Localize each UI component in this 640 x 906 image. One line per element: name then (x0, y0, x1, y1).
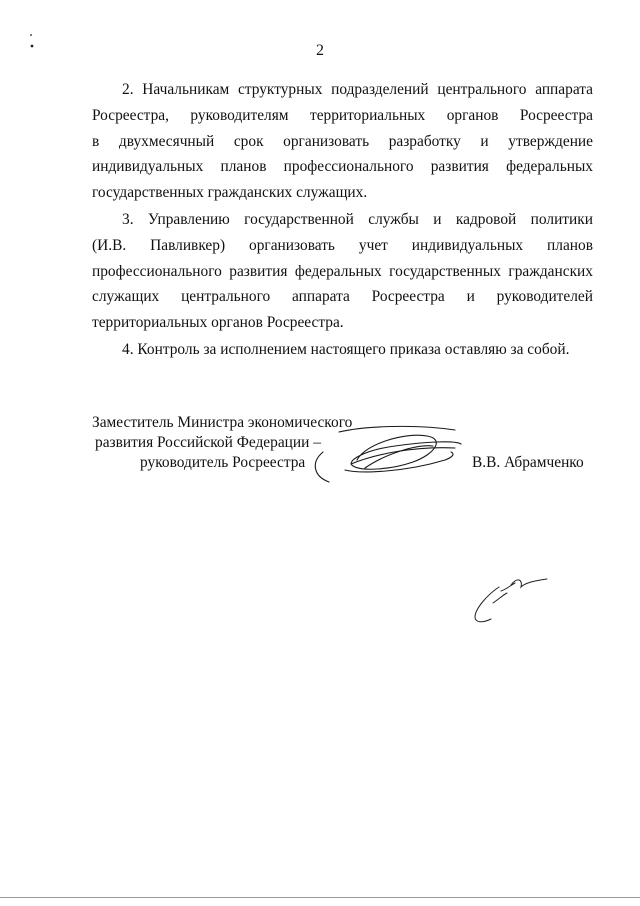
page-number: 2 (316, 42, 324, 59)
paragraph-3 (92, 207, 593, 336)
signatory-name: В.В. Абрамченко (472, 454, 584, 471)
handwritten-initials (467, 575, 557, 635)
paragraph-4 (92, 337, 593, 363)
paragraph-2-line: государственных гражданских служащих. (92, 184, 368, 202)
paragraph-3-line: профессионального развития федеральных государственных гражданских (92, 262, 593, 280)
paragraph-2-line: индивидуальных планов профессионального развития федеральных (92, 158, 593, 176)
paragraph-4-line: 4. Контроль за исполнением настоящего приказа оставляю за собой. (122, 341, 570, 358)
paragraph-3-line: территориальных органов Росреестра. (92, 314, 344, 332)
paragraph-3-line: 3. Управлению государственной службы и кадровой политики (122, 211, 593, 228)
paragraph-3-line: (И.В. Павливкер) организовать учет индивидуальных планов (92, 236, 593, 254)
paragraph-2-line: в двухмесячный срок организовать разработку и утверждение (92, 132, 593, 150)
paragraph-2-line: 2. Начальникам структурных подразделений центрального аппарата (122, 81, 593, 98)
signatory-title-line-2: развития Российской Федерации – (95, 434, 321, 451)
signatory-title-line-1: Заместитель Министра экономического (92, 414, 353, 431)
handwritten-signature (305, 424, 465, 491)
paragraph-2 (92, 77, 593, 206)
paragraph-2-line: Росреестра, руководителям территориальных органов Росреестра (92, 106, 593, 124)
paragraph-3-line: служащих центрального аппарата Росреестра и руководителей (92, 288, 593, 306)
signatory-title-line-3: руководитель Росреестра (140, 454, 306, 471)
